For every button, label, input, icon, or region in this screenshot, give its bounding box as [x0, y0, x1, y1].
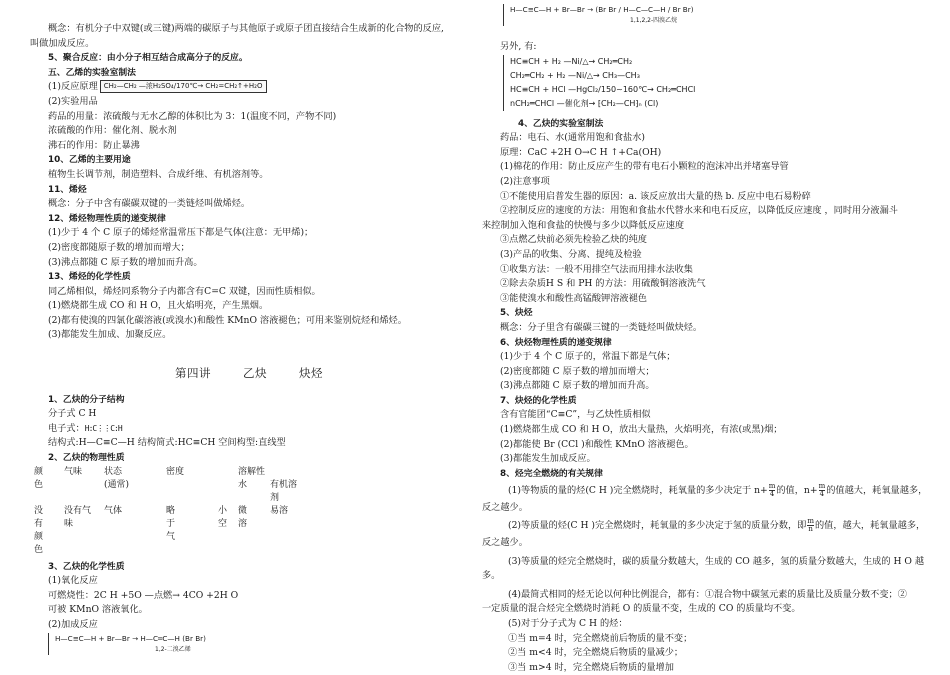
cotton-role: (1)棉花的作用：防止反应产生的带有电石小颗粒的泡沫冲出并堵塞导管 [500, 161, 789, 173]
lecture-number: 第四讲 [175, 366, 211, 381]
alkene-physical-2: (2)密度都随原子数的增加而增大； [48, 241, 190, 253]
physical-table-cell [218, 492, 238, 505]
reagent-ratio: 药品的用量：浓硫酸与无水乙醇的体积比为 3：1(温度不同，产物不同) [48, 110, 337, 122]
heading-alkyne-physical: 6、炔烃物理性质的递变规律 [500, 337, 612, 348]
electron-formula [30, 422, 468, 437]
physical-table-cell [104, 531, 166, 544]
physical-table-cell [270, 544, 316, 557]
reaction-acetylene-hydrogen: HC≡CH + H₂ —Ni/△→ CH₂═CH₂ [510, 56, 633, 66]
precautions: (2)注意事项 [500, 175, 550, 187]
physical-table-cell [218, 479, 238, 492]
alkyne-chemical-3: (3)都能发生加成反应。 [500, 453, 596, 465]
physical-table-cell [238, 492, 270, 505]
heading-combustion-rules: 8、烃完全燃烧的有关规律 [500, 468, 603, 479]
alkene-chemical-1: (1)燃烧都生成 CO 和 H O，且火焰明亮，产生黑烟。 [48, 300, 269, 312]
physical-table-cell: 小 [218, 505, 228, 516]
heading-alkyne-chemical: 7、炔烃的化学性质 [500, 395, 577, 406]
physical-table-cell: 色 [34, 544, 44, 555]
fraction-denominator: 4 [819, 490, 825, 499]
fraction-m-over-n [807, 518, 814, 533]
physical-table-cell [218, 531, 238, 544]
addition-reaction-definition-cont: 叫做加成反应。 [30, 37, 95, 49]
heading-alkene-chemical: 13、烯烃的化学性质 [48, 272, 131, 283]
fraction-numerator: m [768, 482, 776, 491]
experiment-materials: (2)实验用品 [48, 95, 98, 107]
ethylene-uses: 植物生长调节剂，制造塑料、合成纤维、有机溶剂等。 [48, 168, 269, 180]
physical-table-cell: 溶解性 [238, 466, 266, 477]
rule-2-end: 反之越少。 [482, 537, 528, 549]
addition-reaction-definition: 概念：有机分子中双键(或三键)两端的碳原子与其他原子或原子团直接结合生成新的化合物的反应, [48, 23, 444, 34]
reaction-principle-label: (1)反应原理 [48, 81, 98, 93]
physical-table-cell: 味 [64, 518, 74, 529]
reaction-acetylene-hcl: HC≡CH + HCl —HgCl₂/150~160℃→ CH₂═CHCl [510, 84, 696, 94]
alkyne-definition: 概念：分子里含有碳碳三键的一类链烃叫做炔烃。 [500, 321, 703, 333]
alkyne-physical-2: (2)密度都随 C 原子数的增加而增大； [500, 365, 655, 377]
physical-table-cell [270, 518, 316, 531]
bromine-addition-equation [48, 633, 468, 655]
physical-table-cell: 略 [166, 505, 176, 516]
physical-table-cell: 水 [238, 479, 248, 490]
physical-table-cell: 易溶 [270, 505, 289, 516]
addition-reaction: (2)加成反应 [48, 619, 98, 630]
fraction-numerator: m [807, 517, 814, 526]
tetrabromoethane-formula: H—C≡C—H + Br—Br → (Br Br / H—C—C—H / Br Br) [510, 5, 694, 14]
tetrabromoethane-equation [503, 4, 920, 26]
combustion-rule-4: (4)最简式相同的烃无论以何种比例混合，都有：①混合物中碳氢元素的质量比及质量分数不变；② [508, 588, 907, 600]
physical-table-cell: 有 [34, 518, 44, 529]
physical-table-cell [218, 544, 238, 557]
physical-table-cell [166, 479, 218, 492]
rule-2-part-b: 的值，越大，耗氧量越多， [814, 520, 926, 532]
reagents: 药品：电石、水(通常用饱和食盐水) [500, 132, 645, 144]
physical-table-cell: 颜 [34, 466, 44, 477]
principle: 原理：CaC +2H O→C H ↑+Ca(OH) [500, 146, 662, 158]
fraction-denominator: 4 [769, 490, 775, 499]
physical-table-cell: 颜 [34, 531, 44, 542]
combustion-rule-1 [500, 481, 928, 501]
heading-ethylene-uses: 10、乙烯的主要用途 [48, 155, 131, 166]
fraction-numerator: m [818, 482, 826, 491]
polymerization-definition: 5、聚合反应：由小分子相互结合成高分子的反应。 [48, 53, 248, 64]
fraction-m-over-4 [769, 483, 776, 498]
alkyne-chemical-intro: 含有官能团“C≡C”，与乙炔性质相似 [500, 409, 651, 421]
rule-1-part-a: (1)等物质的量的烃(C H )完全燃烧时，耗氧量的多少决定于 n+ [508, 485, 768, 497]
physical-table-cell [104, 518, 166, 531]
alkyne-physical-1: (1)少于 4 个 C 原子的，常温下都是气体； [500, 351, 676, 363]
alkene-chemical-intro: 同乙烯相似，烯烃同系物分子内都含有C=C 双键，因而性质相似。 [48, 285, 321, 297]
rule-5-case-1: ①当 m=4 时，完全燃烧前后物质的量不变； [508, 632, 693, 644]
combustion-equation: 可燃烧性：2C H +5O —点燃→ 4CO +2H O [48, 589, 239, 601]
lecture-topic-alkynes: 炔烃 [299, 366, 323, 381]
physical-table-cell [64, 479, 104, 492]
physical-table-cell: 微 [238, 505, 248, 516]
physical-table-cell: 状态 [104, 466, 123, 477]
physical-table-cell: 密度 [166, 466, 185, 477]
structural-formula: 结构式:H—C≡C—H 结构简式:HC≡CH 空间构型:直线型 [48, 437, 286, 449]
precaution-3: ③点燃乙炔前必须先检验乙炔的纯度 [500, 234, 647, 246]
physical-table-cell [238, 544, 270, 557]
alkene-physical-1: (1)少于 4 个 C 原子的烯烃常温常压下都是气体(注意：无甲烯)； [48, 227, 314, 239]
collection-1: ①收集方法：一般不用排空气法而用排水法收集 [500, 263, 693, 275]
rule-3-end: 多。 [482, 570, 501, 582]
rule-5-case-3: ③当 m>4 时，完全燃烧后物质的量增加 [508, 661, 674, 673]
molecular-formula: 分子式 C H [48, 408, 97, 420]
ethylene-prep-equation: CH₂—CH₂ —浓H₂SO₄/170℃→ CH₂=CH₂↑+H₂O [100, 80, 267, 93]
right-column [482, 0, 928, 675]
electron-dot-formula: H:C⋮⋮C:H [84, 423, 122, 433]
left-column [30, 0, 468, 655]
tetrabromoethane-caption: 1,1,2,2-四溴乙烷 [630, 17, 678, 24]
physical-table-cell [104, 544, 166, 557]
rule-1-end: 反之越少。 [482, 502, 528, 514]
heading-ethylene-lab-prep: 五、乙烯的实验室制法 [48, 67, 136, 78]
additional-reactions [503, 55, 920, 111]
precaution-1: ①不能使用启普发生器的原因：a. 该反应放出大量的热 b. 反应中电石易粉碎 [500, 190, 811, 202]
heading-acetylene-physical: 2、乙炔的物理性质 [48, 453, 125, 464]
fraction-denominator: n [808, 525, 813, 534]
physical-table-cell: (通常) [104, 479, 130, 490]
reaction-pvc-polymerization: nCH₂═CHCl —催化剂→ ⁅CH₂—CH⁆ₙ (Cl) [510, 98, 659, 108]
physical-table-cell [104, 492, 166, 505]
heading-alkene-physical: 12、烯烃物理性质的递变规律 [48, 213, 166, 224]
rule-1-part-c: 的值越大，耗氧量越多， [826, 485, 928, 497]
heading-alkynes: 5、炔烃 [500, 308, 533, 319]
sulfuric-acid-role: 浓硫酸的作用：催化剂、脱水剂 [48, 125, 177, 137]
physical-table-cell: 气味 [64, 466, 83, 477]
physical-properties-table [30, 466, 468, 557]
reaction-principle [30, 80, 468, 95]
combustion-rule-2 [500, 516, 926, 536]
physical-table-cell [64, 544, 104, 557]
kmno4-oxidation: 可被 KMnO 溶液氧化。 [48, 604, 148, 616]
physical-table-cell: 溶 [238, 518, 248, 529]
lecture-topic-acetylene: 乙炔 [243, 366, 267, 381]
combustion-rule-5: (5)对于分子式为 C H 的烃： [508, 618, 628, 629]
precaution-2-cont: 来控制加入饱和食盐的快慢与多少以降低反应速度 [482, 219, 685, 231]
boiling-chip-role: 沸石的作用：防止暴沸 [48, 139, 140, 151]
collection-3: ③能使溴水和酸性高锰酸钾溶液褪色 [500, 292, 647, 304]
reaction-ethylene-hydrogen: CH₂═CH₂ + H₂ —Ni/△→ CH₃—CH₃ [510, 70, 640, 80]
rule-1-part-b: 的值，n+ [776, 485, 818, 497]
physical-table-cell: 气体 [104, 505, 123, 516]
physical-table-cell [166, 492, 218, 505]
physical-table-cell [218, 466, 238, 479]
bromine-addition-formula: H—C≡C—H + Br—Br → H—C═C—H (Br Br) [55, 633, 206, 643]
fraction-m-over-4-b [819, 483, 826, 498]
collection-heading: (3)产品的收集、分离、提纯及检验 [500, 248, 642, 260]
alkyne-chemical-1: (1)燃烧都生成 CO 和 H O，放出大量热，火焰明亮，有浓(或黑)烟； [500, 424, 783, 436]
physical-table-cell: 空 [218, 518, 228, 529]
dibromoethene-caption: 1,2-二溴乙烯 [155, 645, 191, 653]
alkene-chemical-2: (2)都有使溴的四氯化碳溶液(或溴水)和酸性 KMnO 溶液褪色；可用来鉴别烷烃和烯烃。 [48, 314, 407, 326]
heading-alkenes: 11、烯烃 [48, 184, 87, 195]
rule-5-case-2: ②当 m<4 时，完全燃烧后物质的量减少； [508, 647, 684, 659]
electron-formula-label: 电子式： [48, 422, 85, 434]
alkyne-chemical-2: (2)都能使 Br (CCl )和酸性 KMnO 溶液褪色。 [500, 438, 694, 450]
lecture-title [30, 366, 468, 381]
oxidation-reaction: (1)氧化反应 [48, 575, 98, 587]
physical-table-cell [270, 466, 316, 479]
precaution-2: ②控制反应的速度的方法：用饱和食盐水代替水来和电石反应，以降低反应速度 ，同时用分液漏斗 [500, 205, 898, 217]
physical-table-cell: 没 [34, 505, 44, 516]
physical-table-cell: 有机溶 [270, 479, 298, 490]
physical-table-cell [64, 492, 104, 505]
alkene-chemical-3: (3)都能发生加成、加聚反应。 [48, 329, 172, 341]
collection-2: ②除去杂质H S 和 PH 的方法：用硫酸铜溶液洗气 [500, 278, 706, 290]
rule-4-cont: 一定质量的混合烃完全燃烧时消耗 O 的质量不变，生成的 CO 的质量均不变。 [482, 603, 801, 615]
physical-table-cell: 没有气 [64, 505, 92, 516]
physical-table-cell: 气 [166, 531, 176, 542]
physical-table-cell [64, 531, 104, 544]
physical-table-cell [34, 492, 64, 505]
physical-table-cell: 剂 [270, 492, 280, 503]
physical-table-cell [238, 531, 270, 544]
rule-2-part-a: (2)等质量的烃(C H )完全燃烧时，耗氧量的多少决定于氢的质量分数，即 [508, 520, 807, 532]
alkene-definition: 概念：分子中含有碳碳双键的一类链烃叫做烯烃。 [48, 198, 251, 210]
heading-acetylene-structure: 1、乙炔的分子结构 [48, 394, 125, 405]
physical-table-cell: 色 [34, 479, 44, 490]
heading-acetylene-chemical: 3、乙炔的化学性质 [48, 561, 125, 572]
physical-table-cell [166, 544, 218, 557]
physical-table-cell: 于 [166, 518, 176, 529]
alkyne-physical-3: (3)沸点都随 C 原子数的增加而升高。 [500, 380, 655, 392]
alkene-physical-3: (3)沸点都随 C 原子数的增加而升高。 [48, 256, 203, 268]
additional-reactions-intro: 另外, 有: [500, 41, 537, 52]
physical-table-cell [270, 531, 316, 544]
heading-acetylene-lab-prep: 4、乙炔的实验室制法 [518, 118, 604, 129]
combustion-rule-3: (3)等质量的烃完全燃烧时，碳的质量分数越大，生成的 CO 越多，氢的质量分数越大，生成的 H O 越 [508, 555, 925, 567]
